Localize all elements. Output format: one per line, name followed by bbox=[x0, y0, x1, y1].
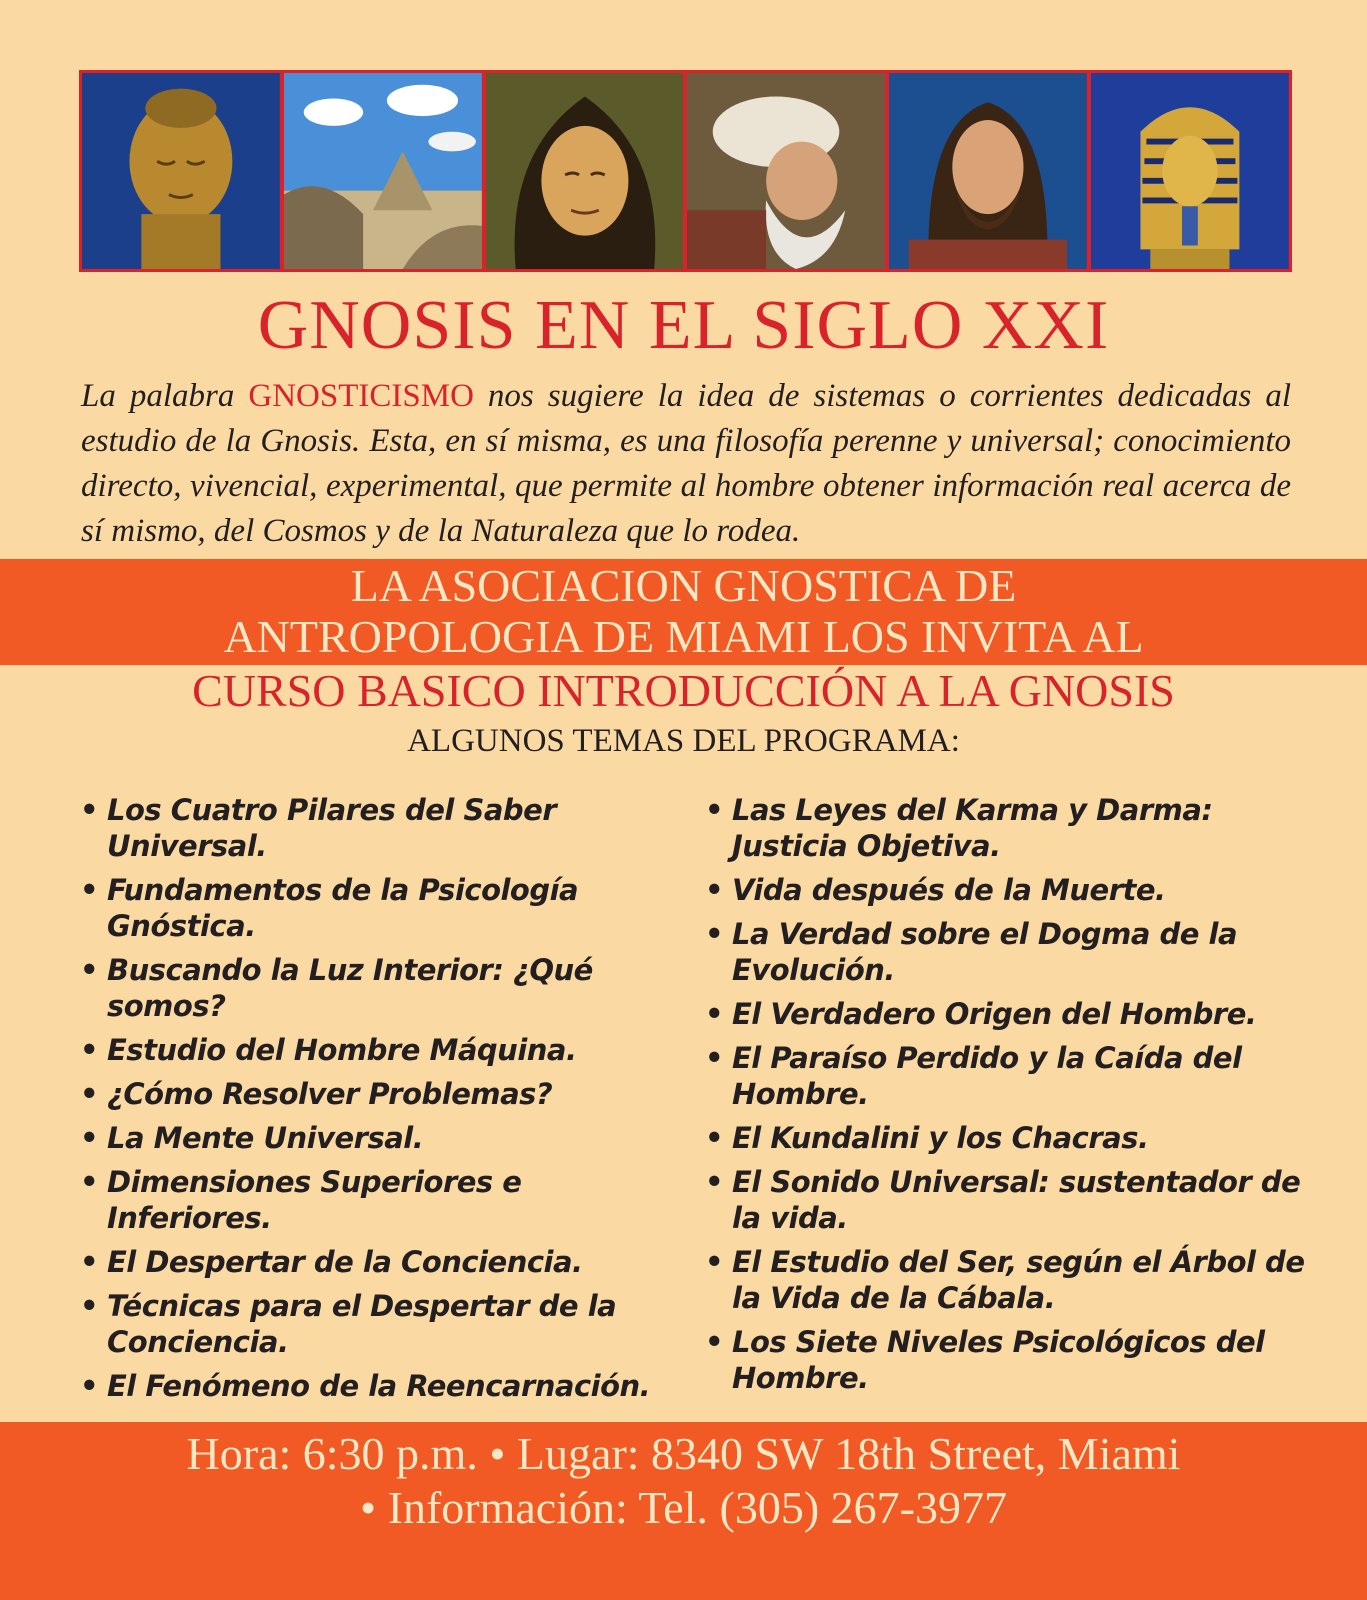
intro-suffix: nos sugiere la idea de sistemas o corrientes dedicadas al estudio de la Gnosis. Esta, en sí misma, es una filosofía perenne y universal; conocimiento directo, vivencial, experimental, que permite al hombre obtener información real acerca de sí mismo, del Cosmos y de la Naturaleza que lo rodea. bbox=[81, 378, 1292, 549]
bullet-icon: • bbox=[705, 1165, 724, 1199]
bullet-icon: • bbox=[705, 793, 724, 827]
list-item: • El Kundalini y los Chacras. bbox=[705, 1121, 1149, 1155]
list-item: • Estudio del Hombre Máquina. bbox=[80, 1033, 577, 1067]
list-item: • Dimensiones Superiores e Inferiores. bbox=[80, 1165, 522, 1235]
bullet-icon: • bbox=[80, 1077, 99, 1111]
footer-phone: • Información: Tel. (305) 267-3977 bbox=[360, 1482, 1007, 1533]
list-item: • Los Siete Niveles Psicológicos del Hombre. bbox=[705, 1325, 1265, 1395]
bullet-icon: • bbox=[80, 793, 99, 827]
bullet-icon: • bbox=[705, 1325, 724, 1359]
list-item: • Vida después de la Muerte. bbox=[705, 873, 1166, 907]
list-item: • El Estudio del Ser, según el Árbol de la Vida de la Cábala. bbox=[705, 1245, 1305, 1315]
bullet-icon: • bbox=[80, 873, 99, 907]
bullet-icon: • bbox=[705, 1041, 724, 1075]
banner-line-1: LA ASOCIACION GNOSTICA DE bbox=[350, 560, 1017, 611]
list-item: • El Verdadero Origen del Hombre. bbox=[705, 997, 1257, 1031]
topics-heading: ALGUNOS TEMAS DEL PROGRAMA: bbox=[407, 723, 960, 759]
list-item: • El Fenómeno de la Reencarnación. bbox=[80, 1369, 651, 1403]
buddha-image bbox=[82, 73, 280, 269]
bullet-icon: • bbox=[705, 873, 724, 907]
list-item: • El Despertar de la Conciencia. bbox=[80, 1245, 583, 1279]
mona-lisa-image bbox=[486, 73, 684, 269]
list-item: • Las Leyes del Karma y Darma: Justicia Objetiva. bbox=[705, 793, 1213, 863]
list-item: • La Verdad sobre el Dogma de la Evolución. bbox=[705, 917, 1238, 987]
bullet-icon: • bbox=[705, 1121, 724, 1155]
pharaoh-image bbox=[1091, 73, 1289, 269]
topic-list-left bbox=[80, 792, 680, 1412]
bullet-icon: • bbox=[80, 1245, 99, 1279]
course-title: CURSO BASICO INTRODUCCIÓN A LA GNOSIS bbox=[192, 665, 1175, 716]
list-item: • Técnicas para el Despertar de la Conciencia. bbox=[80, 1289, 617, 1359]
bullet-icon: • bbox=[80, 1165, 99, 1199]
bullet-icon: • bbox=[80, 1033, 99, 1067]
pyramid-image bbox=[284, 73, 482, 269]
banner-line-2: ANTROPOLOGIA DE MIAMI LOS INVITA AL bbox=[223, 611, 1144, 662]
bullet-icon: • bbox=[705, 917, 724, 951]
list-item: • La Mente Universal. bbox=[80, 1121, 424, 1155]
bullet-icon: • bbox=[80, 1121, 99, 1155]
sage-image bbox=[687, 73, 885, 269]
bullet-icon: • bbox=[705, 997, 724, 1031]
intro-paragraph bbox=[81, 374, 1291, 554]
list-item: • El Paraíso Perdido y la Caída del Hombre. bbox=[705, 1041, 1242, 1111]
bullet-icon: • bbox=[80, 1369, 99, 1403]
list-item: • El Sonido Universal: sustentador de la vida. bbox=[705, 1165, 1301, 1235]
list-item: • Los Cuatro Pilares del Saber Universal. bbox=[80, 793, 557, 863]
jesus-image bbox=[889, 73, 1087, 269]
intro-prefix: La palabra bbox=[81, 378, 249, 414]
photo-strip bbox=[79, 70, 1292, 272]
list-item: • Buscando la Luz Interior: ¿Qué somos? bbox=[80, 953, 593, 1023]
bullet-icon: • bbox=[80, 1289, 99, 1323]
list-item: • Fundamentos de la Psicología Gnóstica. bbox=[80, 873, 579, 943]
gnosticismo-highlight: GNOSTICISMO bbox=[248, 378, 474, 414]
bullet-icon: • bbox=[80, 953, 99, 987]
footer-time-location: Hora: 6:30 p.m. • Lugar: 8340 SW 18th Street, Miami bbox=[186, 1428, 1181, 1479]
main-title: GNOSIS EN EL SIGLO XXI bbox=[257, 287, 1110, 364]
bullet-icon: • bbox=[705, 1245, 724, 1279]
topic-list-right bbox=[705, 792, 1305, 1404]
list-item: • ¿Cómo Resolver Problemas? bbox=[80, 1077, 553, 1111]
